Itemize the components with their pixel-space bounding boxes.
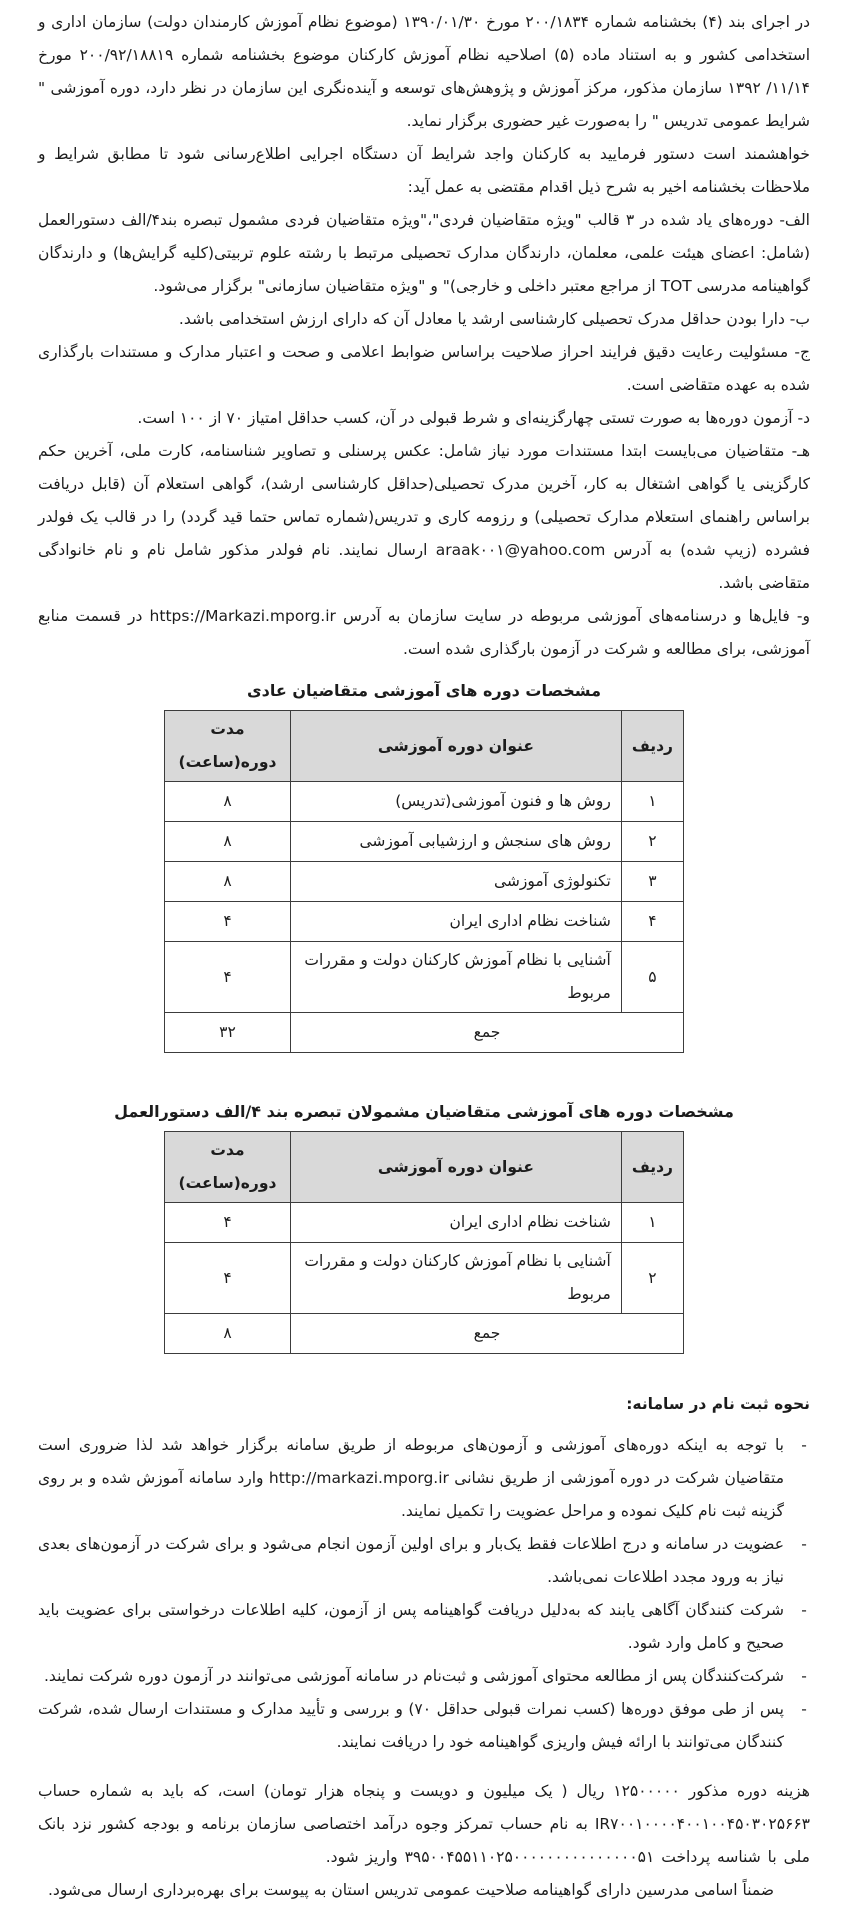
column-header: عنوان دوره آموزشی (291, 1132, 622, 1203)
clause-paragraph: و- فایل‌ها و درسنامه‌های آموزشی مربوطه در سایت سازمان به آدرس https://Markazi.mporg.ir در قسمت منابع آموزشی، برای مطالعه و شرکت در آزمون بارگذاری شده است. (38, 607, 810, 658)
table-title: مشخصات دوره های آموزشی متقاضیان عادی (247, 681, 601, 700)
intro-paragraph: در اجرای بند (۴) بخشنامه شماره ۲۰۰/۱۸۳۴ مورخ ۱۳۹۰/۰۱/۳۰ (موضوع نظام آموزش کارمندان دولت) سازمان اداری و استخدامی کشور و به استناد ماده (۵) اصلاحیه نظام آموزش کارکنان موضوع بخشنامه شماره ۲۰۰/۹۲/۱۸۸۱۹ مورخ ۱۱/۱۴/ ۱۳۹۲ سازمان مذکور، مرکز آموزش و پژوهش‌های توسعه و آینده‌نگری این سازمان در نظر دارد، دوره آموزشی " شرایط عمومی تدریس " را به‌صورت غیر حضوری برگزار نماید. (38, 13, 811, 130)
table-row (165, 942, 684, 1013)
total-row (165, 1314, 684, 1354)
normal-applicants-table-section (38, 676, 810, 1053)
bullet-text: با توجه به اینکه دوره‌های آموزشی و آزمون‌های مربوطه از طریق سامانه برگزار خواهد شد لذا ضروری است متقاضیان شرکت در دوره آموزشی از طریق نشانی http://markazi.mporg.ir وارد سامانه آموزش شده و بر روی گزینه ثبت نام کلیک نموده و مراحل عضویت را تکمیل نمایند. (38, 1436, 784, 1520)
bullet-text: پس از طی موفق دوره‌ها (کسب نمرات قبولی حداقل ۷۰) و بررسی و تأیید مدارک و مستندات ارسال شده، شرکت کنندگان می‌توانند با ارائه فیش واریزی گواهینامه خود را دریافت نمایند. (38, 1700, 784, 1751)
bullet-dash-marker: - (801, 1700, 807, 1718)
table-title: مشخصات دوره های آموزشی متقاضیان مشمولان تبصره بند ۴/الف دستورالعمل (114, 1102, 734, 1121)
course-title-cell: روش های سنجش و ارزشیابی آموزشی (291, 822, 622, 862)
bullet-text: عضویت در سامانه و درج اطلاعات فقط یک‌بار و برای اولین آزمون انجام می‌شود و برای شرکت در آزمون‌های بعدی نیاز به ورود مجدد اطلاعات نمی‌باشد. (38, 1535, 784, 1586)
table-row (165, 902, 684, 942)
course-title-cell: شناخت نظام اداری ایران (291, 1203, 622, 1243)
value-cell: ۴ (165, 1243, 291, 1314)
registration-bullets-list (38, 1429, 810, 1759)
course-title-cell: روش ها و فنون آموزشی(تدریس) (291, 782, 622, 822)
courses-table-normal (164, 710, 684, 1053)
value-cell: ۲ (621, 1243, 683, 1314)
header-row (165, 711, 684, 782)
table-body (165, 782, 684, 1053)
value-cell: ۱ (621, 1203, 683, 1243)
value-cell: ۱ (621, 782, 683, 822)
table-row (165, 862, 684, 902)
clause-paragraph: هـ- متقاضیان می‌بایست ابتدا مستندات مورد نیاز شامل: عکس پرسنلی و تصاویر شناسنامه، کارت ملی، آخرین حکم کارگزینی یا گواهی اشتغال به کار، آخرین مدرک تحصیلی(حداقل کارشناسی ارشد)، گواهی استعلام آن (قابل دریافت براساس راهنمای استعلام مدارک تحصیلی) و رزومه کاری و تدریس(شماره تماس حتما قید گردد) را در قالب یک فولدر فشرده (زیپ شده) به آدرس araak۰۰۱@yahoo.com ارسال نمایند. نام فولدر مذکور شامل نام و نام خانوادگی متقاضی باشد. (38, 442, 810, 592)
payment-paragraph: هزینه دوره مذکور ۱۲۵۰۰۰۰۰ ریال ( یک میلیون و دویست و پنجاه هزار تومان) است، که باید به شماره حساب IR۷۰۰۱۰۰۰۰۴۰۰۱۰۰۴۵۰۳۰۲۵۶۶۳ به نام حساب تمرکز وجوه درآمد اختصاصی سازمان برنامه و بودجه کشور نزد بانک ملی با شناسه پرداخت ۳۹۵۰۰۴۵۵۱۱۰۲۵۰۰۰۰۰۰۰۰۰۰۰۰۰۰۰۵۱ واریز شود. (38, 1782, 810, 1866)
total-label: جمع (291, 1013, 684, 1053)
clauses-section (38, 204, 810, 666)
value-cell: ۲ (621, 822, 683, 862)
bullet-dash-marker: - (801, 1535, 807, 1553)
column-header: ردیف (621, 1132, 683, 1203)
column-header: مدت دوره(ساعت) (165, 1132, 291, 1203)
clause-paragraph: د- آزمون دوره‌ها به صورت تستی چهارگزینه‌ای و شرط قبولی در آن، کسب حداقل امتیاز ۷۰ از ۱۰۰ است. (137, 409, 810, 427)
registration-heading: نحوه ثبت نام در سامانه: (626, 1395, 810, 1413)
table-body (165, 1203, 684, 1354)
value-cell: ۴ (165, 942, 291, 1013)
bullet-dash-marker: - (801, 1601, 807, 1619)
value-cell: ۸ (165, 782, 291, 822)
table-header-row (165, 711, 684, 782)
bullet-dash-marker: - (801, 1667, 807, 1685)
clause-paragraph: الف- دوره‌های یاد شده در ۳ قالب "ویژه متقاضیان فردی"،"ویژه متقاضیان فردی مشمول تبصره بند۴/الف دستورالعمل (شامل: اعضای هیئت علمی، معلمان، دارندگان مدارک تحصیلی مرتبط با رشته علوم تربیتی(کلیه گرایش‌ها) و دارندگان گواهینامه مدرسی TOT از مراجع معتبر داخلی و خارجی)" و "ویژه متقاضیان سازمانی" برگزار می‌شود. (38, 211, 810, 295)
bullet-item (38, 1693, 810, 1759)
total-label: جمع (291, 1314, 684, 1354)
bullet-item (38, 1660, 810, 1693)
table-row (165, 1203, 684, 1243)
table-row (165, 822, 684, 862)
request-paragraph: خواهشمند است دستور فرمایید به کارکنان واجد شرایط آن دستگاه اجرایی اطلاع‌رسانی شود تا مطابق شرایط و ملاحظات بخشنامه اخیر به شرح ذیل اقدام مقتضی به عمل آید: (38, 145, 810, 196)
clause-paragraph: ج- مسئولیت رعایت دقیق فرایند احراز صلاحیت براساس ضوابط اعلامی و صحت و اعتبار مدارک و مستندات بارگذاری شده به عهده متقاضی است. (38, 343, 810, 394)
header-row (165, 1132, 684, 1203)
total-value: ۸ (165, 1314, 291, 1354)
column-header: مدت دوره(ساعت) (165, 711, 291, 782)
table-row (165, 1243, 684, 1314)
course-title-cell: شناخت نظام اداری ایران (291, 902, 622, 942)
bullet-text: شرکت کنندگان آگاهی یابند که به‌دلیل دریافت گواهینامه پس از آزمون، کلیه اطلاعات درخواستی برای عضویت باید صحیح و کامل وارد شود. (38, 1601, 784, 1652)
bullet-dash-marker: - (801, 1436, 807, 1454)
course-title-cell: آشنایی با نظام آموزش کارکنان دولت و مقررات مربوط (291, 942, 622, 1013)
value-cell: ۵ (621, 942, 683, 1013)
total-value: ۳۲ (165, 1013, 291, 1053)
value-cell: ۴ (165, 1203, 291, 1243)
course-title-cell: آشنایی با نظام آموزش کارکنان دولت و مقررات مربوط (291, 1243, 622, 1314)
clause-paragraph: ب- دارا بودن حداقل مدرک تحصیلی کارشناسی ارشد یا معادل آن که دارای ارزش استخدامی باشد. (178, 310, 810, 328)
value-cell: ۸ (165, 822, 291, 862)
column-header: ردیف (621, 711, 683, 782)
bullet-item (38, 1594, 810, 1660)
column-header: عنوان دوره آموزشی (291, 711, 622, 782)
exempt-applicants-table-section (38, 1097, 810, 1354)
course-title-cell: تکنولوژی آموزشی (291, 862, 622, 902)
value-cell: ۴ (165, 902, 291, 942)
table-row (165, 782, 684, 822)
table-header-row (165, 1132, 684, 1203)
courses-table-exempt (164, 1131, 684, 1354)
bullet-item (38, 1429, 810, 1528)
closing-paragraph: ضمناً اسامی مدرسین دارای گواهینامه صلاحیت عمومی تدریس استان به پیوست برای بهره‌برداری ارسال می‌شود. (48, 1881, 774, 1899)
bullet-item (38, 1528, 810, 1594)
value-cell: ۴ (621, 902, 683, 942)
value-cell: ۸ (165, 862, 291, 902)
total-row (165, 1013, 684, 1053)
value-cell: ۳ (621, 862, 683, 902)
bullet-text: شرکت‌کنندگان پس از مطالعه محتوای آموزشی و ثبت‌نام در سامانه آموزشی می‌توانند در آزمون دوره شرکت نمایند. (44, 1667, 784, 1685)
